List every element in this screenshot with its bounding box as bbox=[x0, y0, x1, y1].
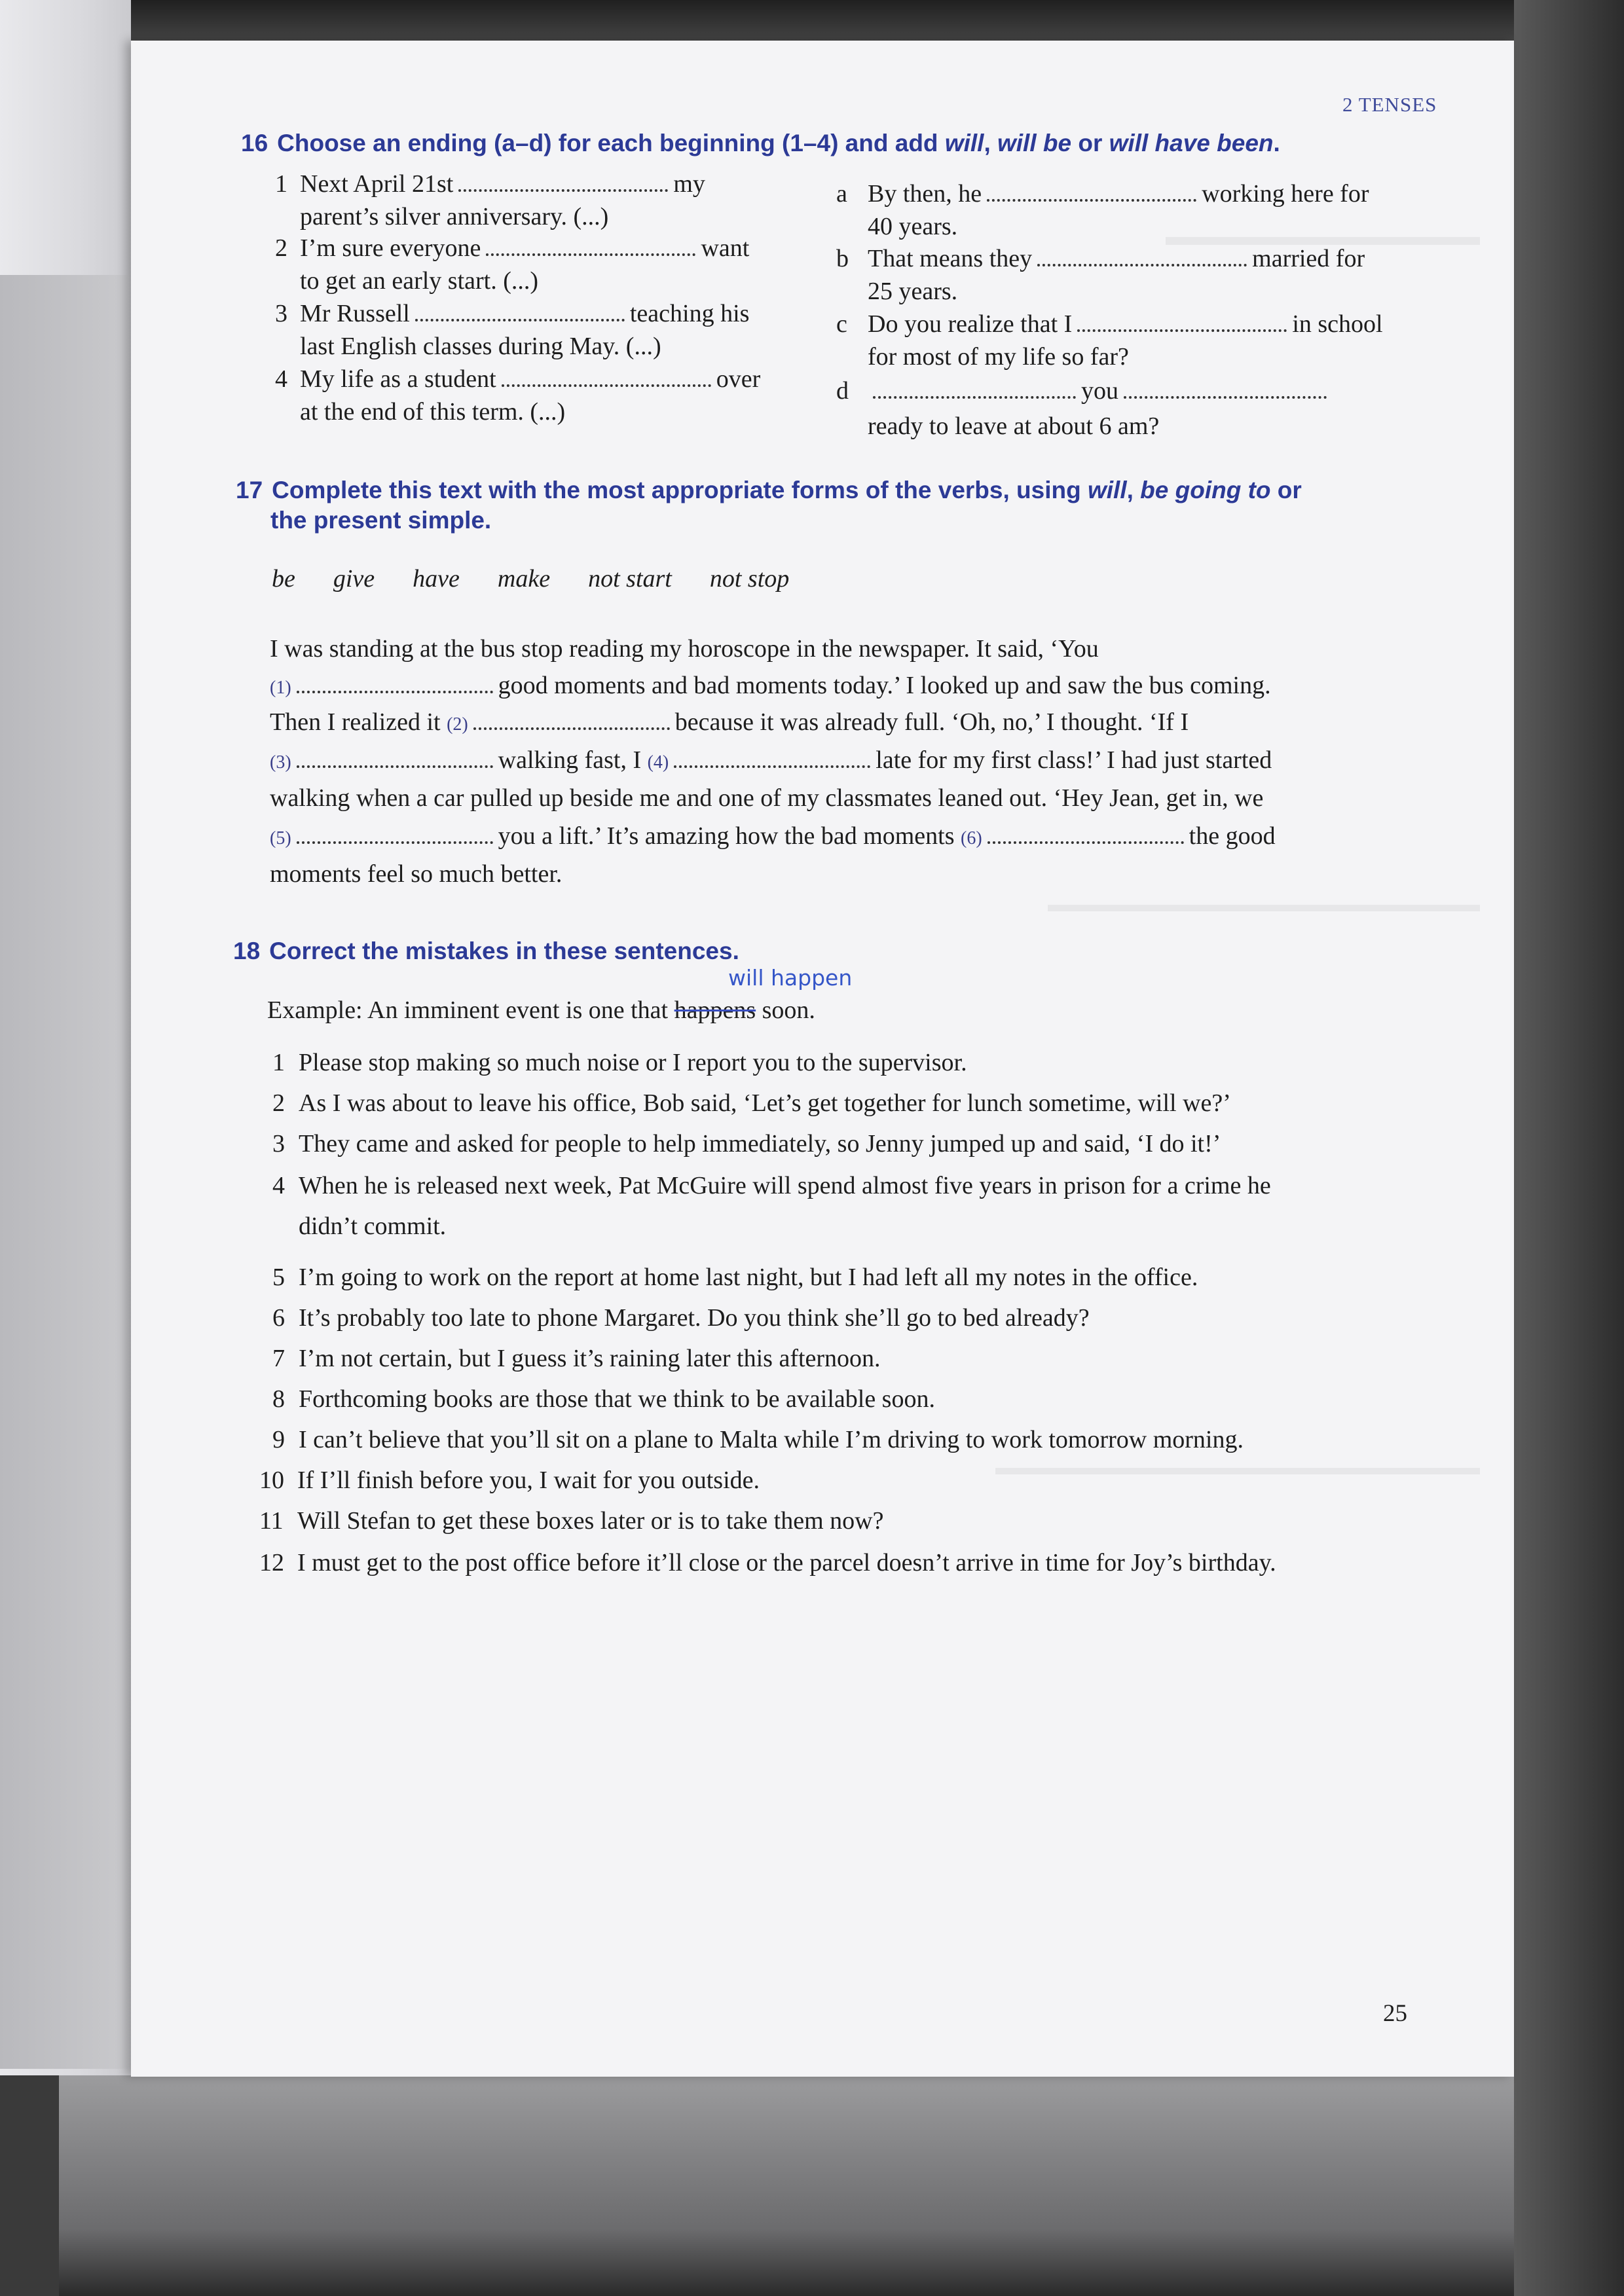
blank[interactable] bbox=[297, 827, 493, 844]
ex18-item: 2 As I was about to leave his office, Bob said, ‘Let’s get together for lunch sometime, will we?’ bbox=[272, 1089, 1231, 1117]
blank[interactable] bbox=[415, 304, 625, 321]
ex17-text-line: Then I realized it (2) because it was already full. ‘Oh, no,’ I thought. ‘If I bbox=[270, 708, 1189, 736]
ex17-text-line: moments feel so much better. bbox=[270, 860, 563, 888]
verb-word-list bbox=[272, 564, 827, 593]
verb-word: not stop bbox=[709, 565, 790, 592]
exercise-16-title: 16 Choose an ending (a–d) for each beginning (1–4) and add will, will be or will have been. bbox=[241, 130, 1280, 156]
exercise-18-title: 18 Correct the mistakes in these sentences. bbox=[233, 938, 739, 964]
gap-number: (4) bbox=[647, 752, 669, 773]
show-through-block bbox=[1166, 237, 1480, 245]
blank[interactable] bbox=[502, 370, 711, 387]
ex18-item: 6 It’s probably too late to phone Margaret. Do you think she’ll go to bed already? bbox=[272, 1304, 1090, 1332]
scan-top-edge bbox=[131, 0, 1519, 46]
ex18-item: 5 I’m going to work on the report at home last night, but I had left all my notes in the office. bbox=[272, 1264, 1198, 1291]
ex16-item-cont: parent’s silver anniversary. (...) bbox=[300, 203, 609, 230]
ex18-item: 7 I’m not certain, but I guess it’s raining later this afternoon. bbox=[272, 1345, 881, 1372]
blank[interactable] bbox=[486, 239, 695, 256]
ex16-ending: a By then, he working here for bbox=[836, 180, 1369, 208]
ex18-item: 10 If I’ll finish before you, I wait for you outside. bbox=[259, 1467, 760, 1494]
ex18-item: 3 They came and asked for people to help immediately, so Jenny jumped up and said, ‘I do it!’ bbox=[272, 1130, 1221, 1157]
ex16-ending-cont: ready to leave at about 6 am? bbox=[868, 412, 1160, 440]
verb-word: be bbox=[272, 565, 295, 592]
ex18-item: 9 I can’t believe that you’ll sit on a plane to Malta while I’m driving to work tomorrow morning. bbox=[272, 1426, 1244, 1453]
blank[interactable] bbox=[297, 751, 493, 768]
ex16-ending: d you bbox=[836, 378, 1332, 403]
book-page bbox=[131, 41, 1514, 2077]
ex16-item: 4 My life as a student over bbox=[275, 365, 761, 393]
struck-word: happens bbox=[674, 996, 756, 1024]
ex16-item: 1 Next April 21st my bbox=[275, 170, 705, 198]
ex18-item-cont: didn’t commit. bbox=[299, 1212, 447, 1240]
show-through-block bbox=[995, 1468, 1480, 1474]
ex18-item: 12 I must get to the post office before it’ll close or the parcel doesn’t arrive in time for Joy’s birthday. bbox=[259, 1549, 1276, 1576]
exercise-17-title-line2: the present simple. bbox=[270, 507, 492, 534]
blank[interactable] bbox=[873, 382, 1076, 399]
ex16-item: 3 Mr Russell teaching his bbox=[275, 300, 750, 327]
ex18-item: 8 Forthcoming books are those that we think to be available soon. bbox=[272, 1385, 935, 1413]
gap-number: (5) bbox=[270, 828, 291, 848]
show-through-block bbox=[1048, 905, 1480, 911]
ex16-ending-cont: 25 years. bbox=[868, 278, 958, 305]
ex16-ending: b That means they married for bbox=[836, 245, 1365, 272]
ex16-item: 2 I’m sure everyone want bbox=[275, 234, 750, 262]
ex17-text-line: walking when a car pulled up beside me and one of my classmates leaned out. ‘Hey Jean, get in, we bbox=[270, 784, 1264, 812]
ex16-ending-cont: for most of my life so far? bbox=[868, 343, 1129, 371]
blank[interactable] bbox=[1077, 315, 1287, 332]
scan-bottom-edge bbox=[59, 2075, 1526, 2296]
exercise-17-title: 17 Complete this text with the most appropriate forms of the verbs, using will, be going to or bbox=[236, 477, 1302, 503]
blank[interactable] bbox=[1124, 382, 1327, 399]
handwritten-correction: will happen bbox=[728, 965, 853, 991]
example-sentence: Example: An imminent event is one that happens soon. bbox=[267, 996, 815, 1024]
ex18-item: 4 When he is released next week, Pat McGuire will spend almost five years in prison for a crime he bbox=[272, 1172, 1271, 1199]
verb-word: have bbox=[413, 565, 460, 592]
ex18-item: 11 Will Stefan to get these boxes later or is to take them now? bbox=[259, 1507, 884, 1535]
section-header: 2 TENSES bbox=[1342, 93, 1437, 116]
blank[interactable] bbox=[458, 175, 668, 192]
scan-right-edge bbox=[1514, 0, 1624, 2296]
blank[interactable] bbox=[674, 751, 870, 768]
exercise-number: 18 bbox=[233, 938, 261, 964]
facing-page-shadow bbox=[0, 275, 128, 2069]
page-number: 25 bbox=[1383, 2000, 1407, 2027]
blank[interactable] bbox=[987, 827, 1184, 844]
blank[interactable] bbox=[987, 185, 1196, 202]
ex17-text-line: (5) you a lift.’ It’s amazing how the bad moments (6) the good bbox=[270, 822, 1276, 850]
verb-word: give bbox=[333, 565, 375, 592]
blank[interactable] bbox=[473, 713, 670, 730]
verb-word: make bbox=[497, 565, 551, 592]
ex16-item-cont: last English classes during May. (...) bbox=[300, 333, 661, 360]
ex16-item-cont: to get an early start. (...) bbox=[300, 267, 539, 295]
blank[interactable] bbox=[1037, 249, 1247, 266]
ex17-text-line: (1) good moments and bad moments today.’ I looked up and saw the bus coming. bbox=[270, 672, 1271, 699]
gap-number: (6) bbox=[961, 828, 982, 848]
gap-number: (3) bbox=[270, 752, 291, 773]
exercise-number: 16 bbox=[241, 130, 268, 156]
ex16-ending-cont: 40 years. bbox=[868, 213, 958, 240]
ex18-item: 1 Please stop making so much noise or I report you to the supervisor. bbox=[272, 1049, 967, 1076]
gap-number: (1) bbox=[270, 678, 291, 698]
ex17-text-line: I was standing at the bus stop reading my horoscope in the newspaper. It said, ‘You bbox=[270, 635, 1099, 663]
gap-number: (2) bbox=[447, 714, 468, 735]
verb-word: not start bbox=[588, 565, 672, 592]
ex17-text-line: (3) walking fast, I (4) late for my first class!’ I had just started bbox=[270, 746, 1272, 774]
ex16-ending: c Do you realize that I in school bbox=[836, 310, 1383, 338]
ex16-item-cont: at the end of this term. (...) bbox=[300, 398, 566, 426]
blank[interactable] bbox=[297, 676, 493, 693]
exercise-number: 17 bbox=[236, 477, 263, 503]
